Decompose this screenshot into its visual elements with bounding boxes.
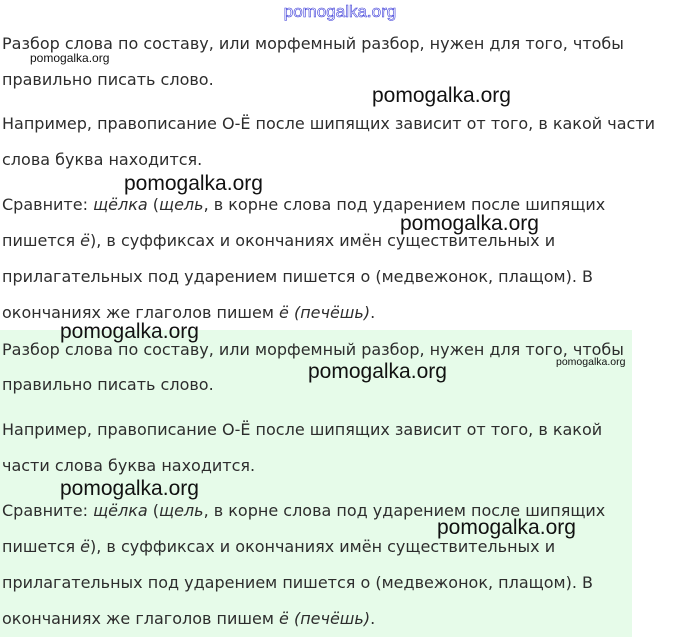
- text-line: правильно писать слово.: [2, 70, 214, 89]
- text-span: Сравните:: [2, 195, 94, 214]
- example-word: (печёшь): [288, 609, 371, 628]
- watermark: pomogalka.org: [30, 51, 110, 65]
- example-word: (печёшь): [288, 303, 371, 322]
- watermark: pomogalka.org: [124, 172, 263, 195]
- text-line: слова буква находится.: [2, 150, 203, 169]
- watermark: pomogalka.org: [308, 360, 447, 383]
- text-span: (: [147, 195, 159, 214]
- example-letter: ё: [80, 537, 91, 556]
- watermark: pomogalka.org: [437, 516, 576, 539]
- text-line: прилагательных под ударением пишется о (медвежонок, плащом). В: [2, 573, 593, 592]
- example-word: щёлка: [93, 195, 148, 214]
- text-line: Например, правописание О-Ё после шипящих зависит от того, в какой части: [2, 114, 656, 133]
- text-span: ), в суффиксах и окончаниях имён существительных и: [90, 537, 556, 556]
- text-line: [2, 609, 375, 629]
- text-span: окончаниях же глаголов пишем: [2, 303, 280, 322]
- text-span: .: [370, 609, 376, 628]
- text-span: Сравните:: [2, 501, 94, 520]
- text-line: Разбор слова по составу, или морфемный разбор, нужен для того, чтобы: [2, 34, 624, 53]
- watermark: pomogalka.org: [400, 212, 539, 235]
- watermark: pomogalka.org: [60, 320, 199, 343]
- watermark: pomogalka.org: [372, 84, 511, 107]
- text-span: (: [147, 501, 159, 520]
- header-watermark: pomogalka.org: [283, 2, 397, 21]
- text-line: части слова буква находится.: [2, 456, 256, 475]
- text-span: ), в суффиксах и окончаниях имён существительных и: [90, 231, 556, 250]
- text-span: пишется: [2, 537, 81, 556]
- example-word: щель: [159, 195, 204, 214]
- text-span: , в корне слова под ударением после шипящих: [203, 195, 606, 214]
- example-word: щёлка: [93, 501, 148, 520]
- text-line: правильно писать слово.: [2, 375, 214, 394]
- text-line: [2, 537, 555, 557]
- example-letter: ё: [80, 231, 91, 250]
- watermark: pomogalka.org: [556, 356, 626, 368]
- text-span: .: [370, 303, 376, 322]
- text-span: , в корне слова под ударением после шипящих: [203, 501, 606, 520]
- example-word: щель: [159, 501, 204, 520]
- example-letter: ё: [279, 303, 289, 322]
- text-line: прилагательных под ударением пишется о (медвежонок, плащом). В: [2, 267, 593, 286]
- watermark: pomogalka.org: [60, 477, 199, 500]
- text-span: окончаниях же глаголов пишем: [2, 609, 280, 628]
- example-letter: ё: [279, 609, 289, 628]
- text-line: Например, правописание О-Ё после шипящих зависит от того, в какой: [2, 420, 603, 439]
- text-span: пишется: [2, 231, 81, 250]
- text-line: Разбор слова по составу, или морфемный разбор, нужен для того, чтобы: [2, 340, 624, 359]
